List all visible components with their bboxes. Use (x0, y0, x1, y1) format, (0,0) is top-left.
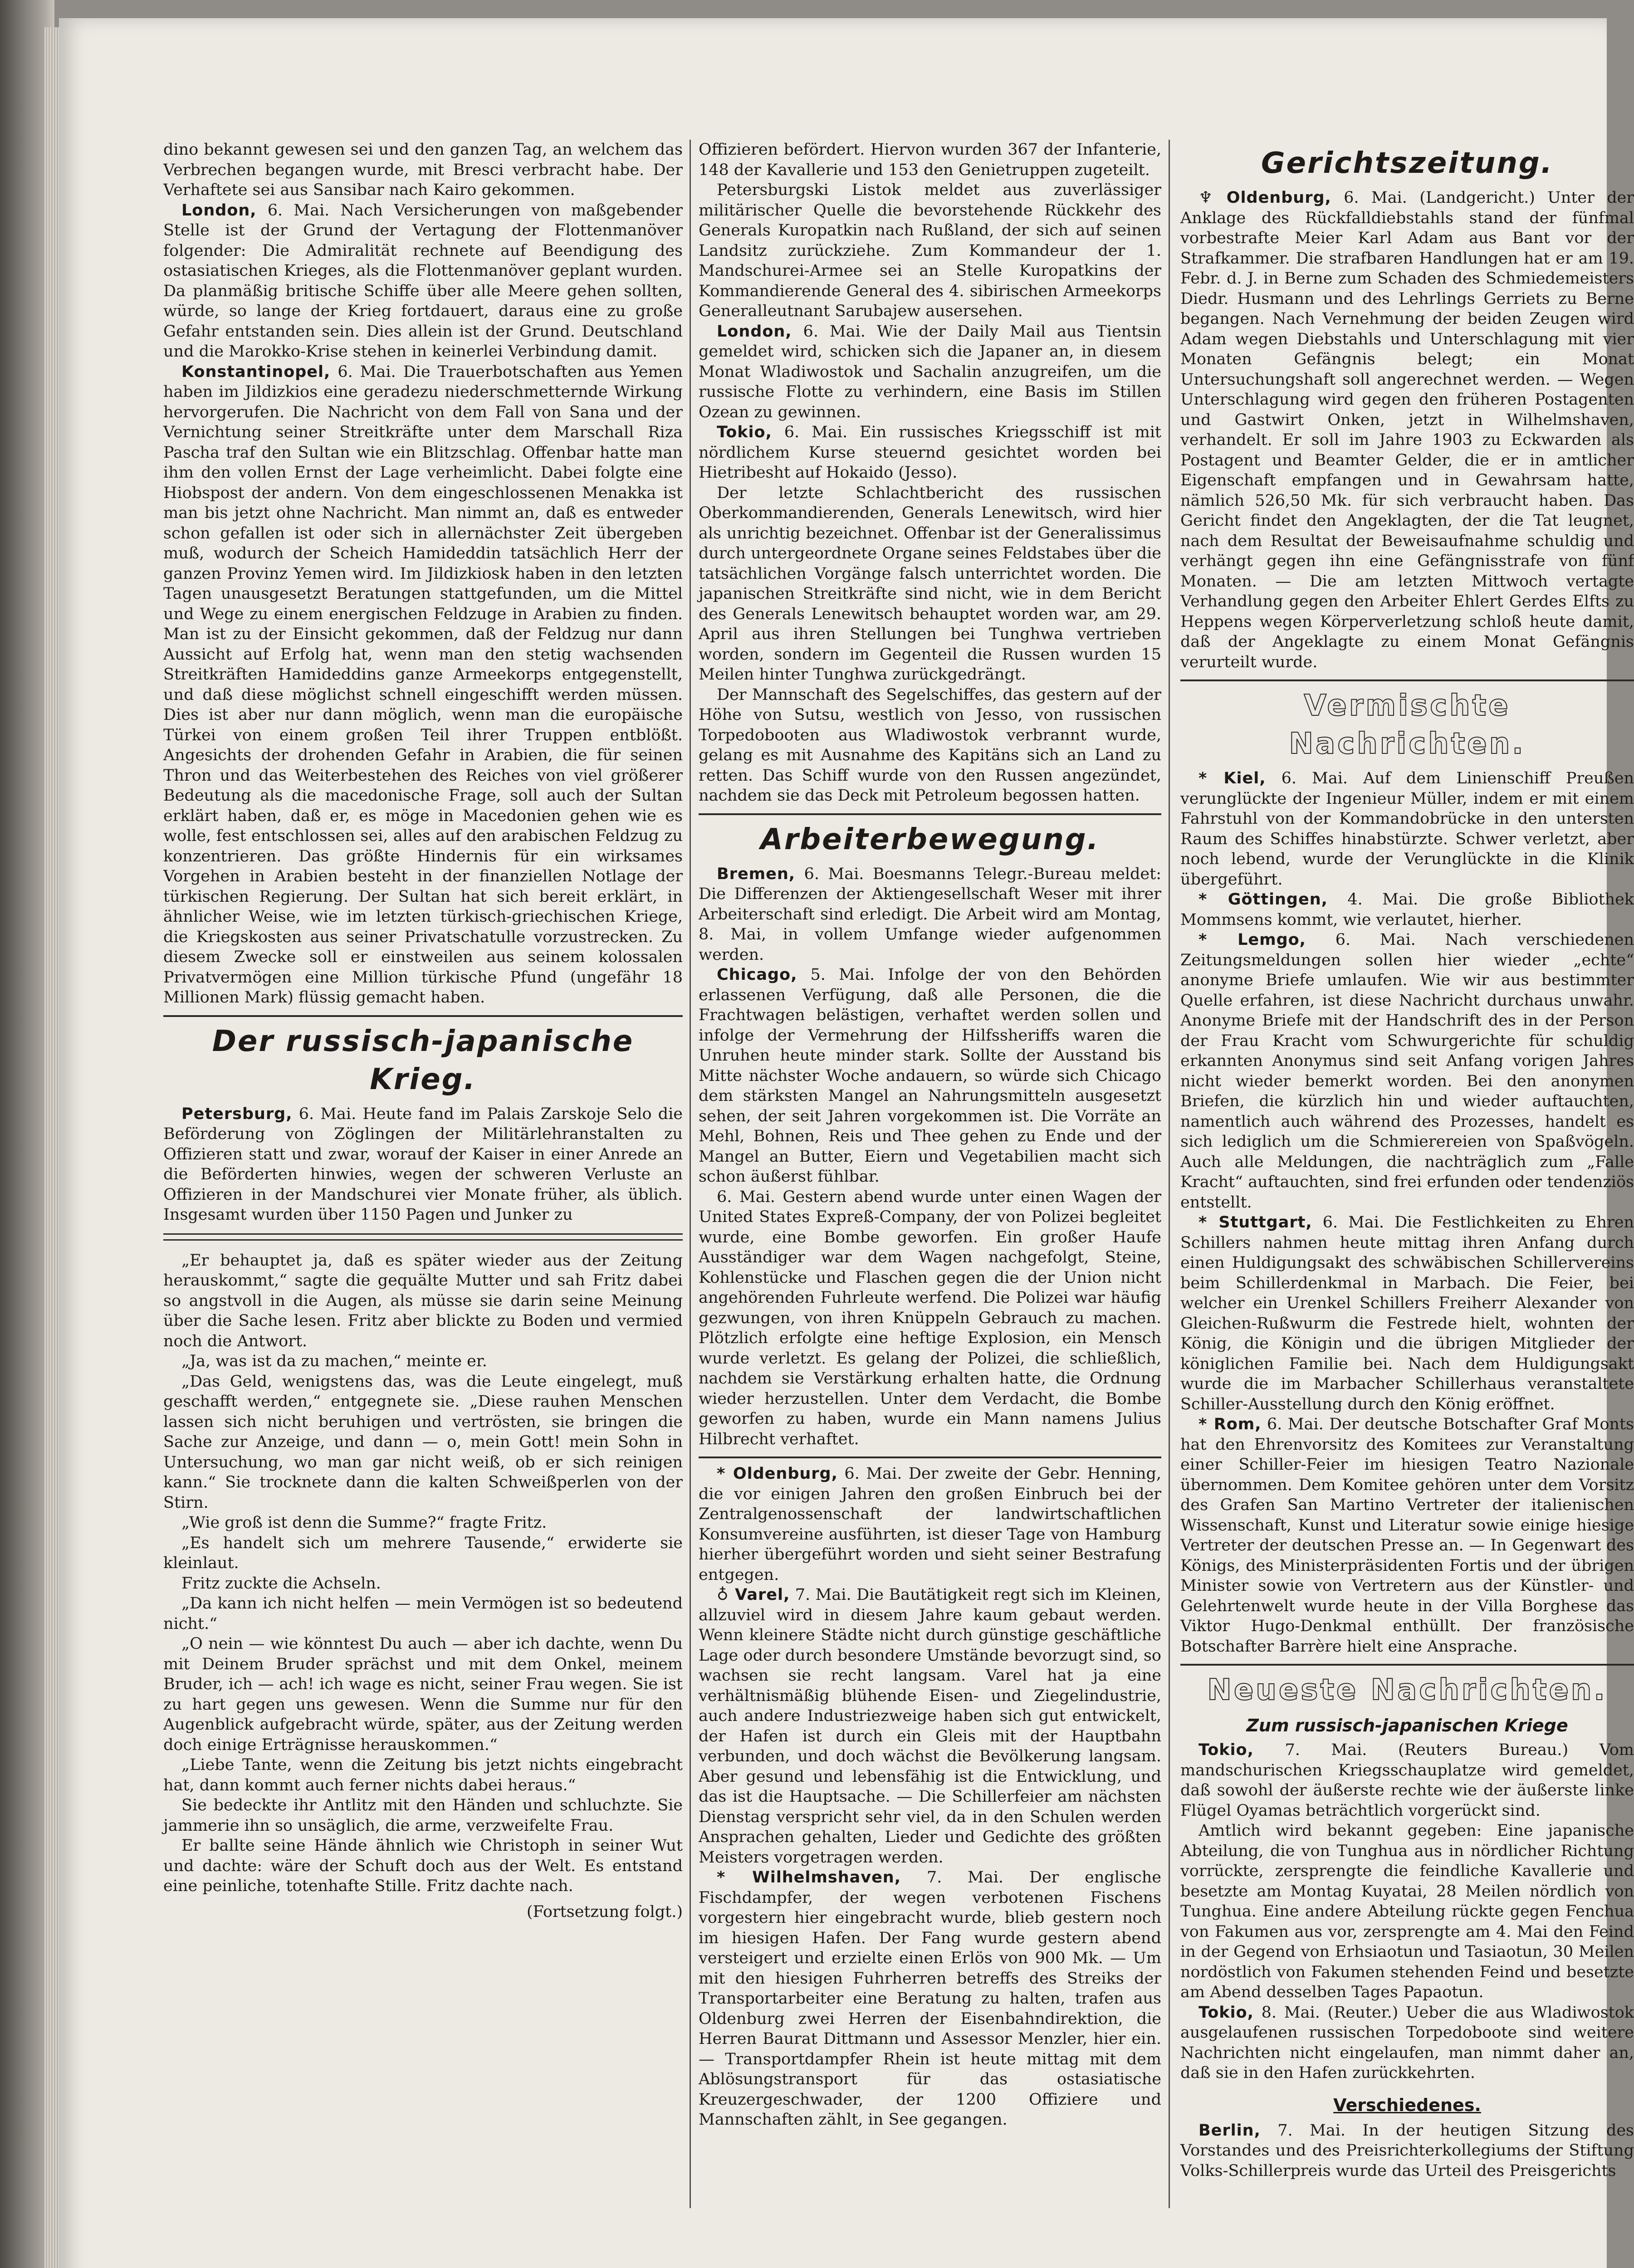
dateline-place: Tokio, (717, 423, 772, 441)
article-amtlich: Amtlich wird bekannt gegeben: Eine japanische Abteilung, die von Tunghua aus in nördlicher Richtung vorrückte, zersprengte die feindliche Kavallerie und besetzte am Montag Kuyatai, 28 Meilen nördlich von Tunghua. Eine andere Abteilung rückte gegen Fenchua von Fakumen aus vor, zersprengte am 4. Mai den Feind in der Gegend von Erhsiaotun und Tasiaotun, 30 Meilen nordöstlich von Fakumen stehenden Feind und besetzte am Abend desselben Tages Papaotun. (1180, 1822, 1634, 2001)
dateline-place: Konstantinopel, (181, 362, 331, 381)
article-chicago (699, 965, 1161, 1187)
article-body: Boesmanns Telegr.-Bureau meldet: Die Differenzen der Aktiengesellschaft Weser mit ihrer Arbeiterschaft sind erledigt. Die Arbeit wird am Montag, 8. Mai, in vollem Umfange wieder aufgenommen werden. (699, 865, 1161, 964)
article-stuttgart (1180, 1212, 1634, 1414)
novel-paragraph: Fritz zuckte die Achseln. (181, 1574, 381, 1593)
column-3 (1180, 140, 1634, 2217)
article-continuation: dino bekannt gewesen sei und den ganzen Tag, an welchem das Verbrechen begangen wurde, mit Bresci verbracht habe. Der Verhaftete sei aus Sansibar nach Kairo gekommen. (163, 141, 683, 199)
dateline-place: ♆ Oldenburg, (1199, 189, 1331, 207)
article-body: Der zweite der Gebr. Henning, die vor einigen Jahren den großen Einbruch bei der Zentralgenossenschaft der landwirtschaftlichen Konsumvereine ausführten, ist dieser Tage von Hamburg hierher übergeführt worden und sieht seiner Bestrafung entgegen. (699, 1465, 1161, 1584)
article-tokio (699, 422, 1161, 483)
section-heading: Gerichtszeitung. (1261, 147, 1554, 180)
subsection-heading: Verschiedenes. (1333, 2095, 1481, 2115)
article-london (699, 322, 1161, 423)
article-body: Heute fand im Palais Zarskoje Selo die Beförderung von Zöglingen der Militärlehranstalten zu Offizieren statt und zwar, worauf der Kaiser in einer Anrede an die Beförderten hinwies, wegen der schweren Verluste an Offizieren in der Mandschurei vier Monate früher, als üblich. Insgesamt wurden über 1150 Pagen und Junker zu (163, 1105, 683, 1224)
section-heading: Arbeiterbewegung. (760, 822, 1100, 856)
section-heading: Neueste Nachrichten. (1207, 1673, 1607, 1707)
section-rule (699, 813, 1161, 815)
dateline-date: 8. Mai. (1253, 2003, 1320, 2022)
article-body: Nach Versicherungen von maßgebender Stelle ist der Grund der Vertagung der Flottenmanöver folgender: Die Admiralität rechnete auf Beendigung des ostasiatischen Krieges, als die Flottenmanöver geplant wurden. Da planmäßig britische Schiffe über alle Meere gehen sollten, würde, so lange der Krieg fortdauert, daraus eine zu große Gefahr entstanden sein. Dies allein ist der Grund. Deutschland und die Marokko-Krise stehen in keinerlei Verbindung damit. (163, 201, 683, 361)
article-segelschiff: Der Mannschaft des Segelschiffes, das gestern auf der Höhe von Sutsu, westlich von Jesso, von russischen Torpedobooten aus Wladiwostok verbrannt wurde, gelang es mit Ausnahme des Kapitäns sich an Land zu retten. Das Schiff wurde von den Russen angezündet, nachdem sie das Deck mit Petroleum begossen hatten. (699, 685, 1161, 805)
article-body: Ein russisches Kriegsschiff ist mit nördlichem Kurse steuernd gesichtet worden bei Hietribesht auf Hokaido (Jesso). (699, 423, 1161, 482)
dateline-date: 6. Mai. (792, 322, 866, 341)
feuilleton-rule (163, 1233, 683, 1241)
column-2 (699, 140, 1161, 2217)
article-body: Die Trauerbotschaften aus Yemen haben im Jildizkios eine geradezu niederschmetternde Wirkung hervorgerufen. Die Nachricht von dem Fall von Sana und der Vernichtung seiner Streitkräfte unter dem Marschall Riza Pascha traf den Sultan wie ein Blitzschlag. Offenbar hatte man ihm den vollen Ernst der Lage verheimlicht. Dabei folgte eine Hiobspost der andern. Von dem eingeschlossenen Menakka ist man bis jetzt ohne Nachricht. Man nimmt an, daß es entweder schon gefallen ist oder sich in allernächster Zeit übergeben muß, wodurch der Scheich Hamideddin tatsächlich Herr der ganzen Provinz Yemen wird. Im Jildizkiosk haben in den letzten Tagen unausgesetzt Beratungen stattgefunden, um die Mittel und Wege zu einem energischen Feldzuge in Arabien zu finden. Man ist zu der Einsicht gekommen, daß der Feldzug nur dann Aussicht auf Erfolg hat, wenn man den stetig wachsenden Streitkräften Hamideddins ganze Armeekorps entgegenstellt, und daß diese möglichst schnell eingeschifft werden müssen. Dies ist aber nur dann möglich, wenn man die europäische Türkei von einem großen Teil ihrer Truppen entblößt. Angesichts der drohenden Gefahr in Arabien, die für seinen Thron und das Weiterbestehen des Reiches von viel größerer Bedeutung als die macedonische Frage, soll auch der Sultan erklärt haben, daß er, es möge in Macedonien gehen wie es wolle, fest entschlossen sei, alles auf den arabischen Feldzug zu konzentrieren. Das größte Hindernis für ein wirksames Vorgehen in Arabien besteht in der finanziellen Notlage der türkischen Regierung. Der Sultan hat sich bereit erklärt, in ähnlicher Weise, wie im letzten türkisch-griechischen Kriege, die Kriegskosten aus seiner Privatschatulle vorzustrecken. Zu diesem Zwecke soll er einstweilen aus seinem kolossalen Privatvermögen eine Million türkische Pfund (ungefähr 18 Millionen Mark) flüssig gemacht haben. (163, 362, 683, 1007)
article-berlin (1180, 2121, 1634, 2181)
dateline-date: 7. Mai. (1253, 1741, 1367, 1759)
article-varel (699, 1585, 1161, 1867)
dateline-place: Petersburg, (181, 1105, 293, 1123)
continuation-note: (Fortsetzung folgt.) (526, 1902, 683, 1921)
dateline-place: Berlin, (1199, 2121, 1261, 2140)
dateline-date: 5. Mai. (797, 966, 875, 984)
dateline-place: * Rom, (1199, 1415, 1262, 1433)
dateline-place: * Kiel, (1199, 769, 1266, 787)
novel-paragraph: „Da kann ich nicht helfen — mein Vermögen ist so bedeutend nicht.“ (163, 1594, 683, 1633)
novel-paragraph: „Das Geld, wenigstens das, was die Leute eingelegt, muß geschafft werden,“ entgegnete sie. „Diese rauhen Menschen lassen sich nicht beruhigen und vertrösten, sie bringen die Sache zur Anzeige, und dann — o, mein Gott! mein Sohn in Untersuchung, wo man gar nicht weiß, ob er sich reinigen kann.“ Sie trocknete dann die kalten Schweißperlen von der Stirn. (163, 1372, 683, 1512)
article-bremen (699, 864, 1161, 965)
novel-paragraph: „Er behauptet ja, daß es später wieder aus der Zeitung herauskommt,“ sagte die gequälte Mutter und sah Fritz dabei so angstvoll in die Augen, als müsse sie darin seine Meinung über die Sache lesen. Fritz aber blickte zu Boden und vermied noch die Antwort. (163, 1251, 683, 1350)
article-body: Auf dem Linienschiff Preußen verunglückte der Ingenieur Müller, indem er mit einem Fahrstuhl von der Kommandobrücke in den untersten Raum des Schiffes hinabstürzte. Schwer verletzt, aber noch lebend, wurde der Verunglückte in die Klinik übergeführt. (1180, 769, 1634, 889)
novel-paragraph: Sie bedeckte ihr Antlitz mit den Händen und schluchzte. Sie jammerie ihn so unsäglich, die arme, verzweifelte Frau. (163, 1796, 683, 1835)
article-wilhelmshaven (699, 1867, 1161, 2130)
subsection-heading: Zum russisch-japanischen Kriege (1246, 1716, 1568, 1735)
article-kiel (1180, 768, 1634, 890)
dateline-date: 7. Mai. (901, 1868, 1004, 1887)
article-body: Nach verschiedenen Zeitungsmeldungen sollen hier wieder „echte“ anonyme Briefe umlaufen. Wie wir aus bestimmter Quelle erfahren, ist diese Nachricht durchaus unwahr. Anonyme Briefe mit der Handschrift des in der Person der Frau Kracht vom Schwurgerichte für schuldig erkannten Anonymus sind seit Anfang vorigen Jahres nicht wieder bemerkt worden. Bei den anonymen Briefen, die kürzlich hin und wieder auftauchten, namentlich auch während des Prozesses, handelt es sich lediglich um die Schmierereien von Spaßvögeln. Auch alle Meldungen, die nachträglich zum „Falle Kracht“ auftauchten, sind frei erfunden oder tendenziös entstellt. (1180, 931, 1634, 1212)
dateline-date: 6. Mai. (1266, 769, 1348, 787)
article-rom (1180, 1414, 1634, 1657)
dateline-date: 4. Mai. (1327, 890, 1419, 909)
dateline-place: ♁ Varel, (717, 1586, 790, 1604)
novel-paragraph: „Es handelt sich um mehrere Tausende,“ erwiderte sie kleinlaut. (163, 1534, 683, 1572)
article-body: Wie der Daily Mail aus Tientsin gemeldet wird, schicken sich die Japaner an, in diesem Monat Wladiwostok und Sachalin anzugreifen, um die russische Flotte zu verhindern, eine Basis im Stillen Ozean zu gewinnen. (699, 322, 1161, 421)
feuilleton-novel (163, 1251, 683, 1921)
article-oldenburg (699, 1464, 1161, 1585)
dateline-date: 6. Mai. (837, 1465, 902, 1483)
dateline-date: 6. Mai. (1261, 1415, 1324, 1433)
dateline-date: 6. Mai. (292, 1105, 357, 1123)
article-body: (Reuters Bureau.) Vom mandschurischen Kriegsschauplatze wird gemeldet, daß sowohl der äußerste rechte wie der äußerste linke Flügel Oyamas beträchtlich vorgerückt sind. (1180, 1741, 1634, 1820)
dateline-place: Bremen, (717, 865, 796, 883)
dateline-place: London, (181, 201, 257, 220)
column-1 (163, 140, 683, 2217)
article-body: Die Bautätigkeit regt sich im Kleinen, allzuviel wird in diesem Jahre kaum gebaut werden. Wenn kleinere Städte nicht durch günstige geschäftliche Lage oder durch besondere Umstände bevorzugt sind, so wachsen sie recht langsam. Varel hat ja eine verhältnismäßig blühende Eisen- und Ziegelindustrie, auch andere Industriezweige haben sich gut entwickelt, der Hafen ist durch ein Gleis mit der Hauptbahn verbunden, und doch wächst die Bevölkerung langsam. Aber gesund und lebensfähig ist die Entwicklung, und das ist die Hauptsache. — Die Schillerfeier am nächsten Dienstag verspricht sehr viel, da in den Schulen werden Ansprachen gehalten, Lieder und Gedichte des größten Meisters vorgetragen werden. (699, 1586, 1162, 1867)
article-chicago-followup: 6. Mai. Gestern abend wurde unter einen Wagen der United States Expreß-Company, der von Polizei begleitet wurde, eine Bombe geworfen. Ein großer Haufe Ausständiger war dem Wagen nachgefolgt, Steine, Kohlenstücke und Flaschen gegen die der Union nicht angehörenden Fuhrleute werfend. Die Polizei war häufig gezwungen, von ihren Knüppeln Gebrauch zu machen. Plötzlich erfolgte eine heftige Explosion, ein Mensch wurde verletzt. Es gelang der Polizei, die schließlich, nachdem sie Verstärkung erhalten hatte, die Ordnung wieder herzustellen. Unter dem Verdacht, die Bombe geworfen zu haben, wurde ein Mann namens Julius Hilbrecht verhaftet. (699, 1188, 1161, 1448)
dateline-date: 6. Mai. (Landgericht.) (1331, 189, 1535, 207)
article-schlachtbericht: Der letzte Schlachtbericht des russischen Oberkommandierenden, Generals Lenewitsch, wird hier als unrichtig bezeichnet. Offenbar ist der Generalissimus durch untergeordnete Organe seines Feldstabes über die tatsächlichen Vorgänge falsch unterrichtet worden. Die japanischen Streitkräfte sind nicht, wie in dem Bericht des Generals Lenewitsch behauptet worden war, am 29. April aus ihren Stellungen bei Tunghwa vertrieben worden, sondern im Gegenteil die Russen wurden 15 Meilen hinter Tunghwa zurückgedrängt. (699, 484, 1161, 684)
dateline-date: 7. Mai. (1260, 2121, 1346, 2140)
article-body: Die Festlichkeiten zu Ehren Schillers nahmen heute mittag ihren Anfang durch einen Huldigungsakt des schwäbischen Schillervereins beim Schillerdenkmal in Marbach. Die Feier, bei welcher ein Urenkel Schillers Freiherr Alexander von Gleichen-Rußwurm die Festrede hielt, wohnten der König, die Königin und die übrigen Mitglieder der königlichen Familie bei. Nach dem Huldigungsakt wurde die im Marbacher Schillerhaus veranstaltete Schiller-Ausstellung durch den König eröffnet. (1180, 1213, 1634, 1413)
article-body: Unter der Anklage des Rückfalldiebstahls stand der fünfmal vorbestrafte Meier Karl Adam aus Bant vor der Strafkammer. Die strafbaren Handlungen hat er am 19. Febr. d. J. in Berne zum Schaden des Schmiedemeisters Diedr. Husmann und des Lehrlings Gerriets zu Berne begangen. Nach Vernehmung der beiden Zeugen wird Adam wegen Diebstahls und Unterschlagung mit vier Monaten Gefängnis belegt; ein Monat Untersuchungshaft soll angerechnet werden. — Wegen Unterschlagung wird gegen den früheren Postagenten und Gastwirt Onken, jetzt in Wilhelmshaven, verhandelt. Er soll im Jahre 1903 zu Eckwarden als Postagent und Beamter Gelder, die er in amtlicher Eigenschaft empfangen und in Gewahrsam hatte, nämlich 526,50 Mk. für sich verbraucht haben. Das Gericht findet den Angeklagten, der die Tat leugnet, nach dem Resultat der Beweisaufnahme schuldig und verhängt gegen ihn eine Gefängnisstrafe von fünf Monaten. — Die am letzten Mittwoch vertagte Verhandlung gegen den Arbeiter Ehlert Gerdes Elfts zu Heppens wegen Körperverletzung schloß heute damit, daß der Angeklagte zu einem Monat Gefängnis verurteilt wurde. (1180, 189, 1634, 671)
article-tokio (1180, 1740, 1634, 1821)
article-body: Der deutsche Botschafter Graf Monts hat den Ehrenvorsitz des Komitees zur Veranstaltung einer Schiller-Feier im hiesigen Teatro Nazionale übernommen. Dem Komitee gehören unter dem Vorsitz des Grafen San Martino Vertreter der italienischen Wissenschaft, Kunst und Literatur sowie einige hiesige Vertreter der deutschen Presse an. — In Gegenwart des Königs, des Ministerpräsidenten Fortis und der übrigen Minister sowie von Vertretern aus der Künstler- und Gelehrtenwelt wurde heute in der Villa Borghese das Viktor Hugo-Denkmal enthüllt. Der französische Botschafter Barrère hielt eine Ansprache. (1180, 1415, 1634, 1656)
article-body: (Reuter.) Ueber die aus Wladiwostok ausgelaufenen russischen Torpedoboote sind weitere Nachrichten nicht eingelaufen, man nimmt daher an, daß sie in den Hafen zurückkehrten. (1180, 2003, 1634, 2082)
section-rule (163, 1015, 683, 1017)
article-listok: Petersburgski Listok meldet aus zuverlässiger militärischer Quelle die bevorstehende Rückkehr des Generals Kuropatkin nach Rußland, der sich auf seinen Landsitz zurückziehe. Zum Kommandeur der 1. Mandschurei-Armee sei an Stelle Kuropatkins der Kommandierende General des 4. sibirischen Armeekorps Generalleutnant Sarubajew ausersehen. (699, 181, 1161, 320)
dateline-date: 6. Mai. (330, 362, 396, 381)
dateline-place: * Lemgo, (1199, 931, 1306, 949)
novel-paragraph: „Wie groß ist denn die Summe?“ fragte Fritz. (181, 1514, 547, 1532)
dateline-date: 6. Mai. (1306, 931, 1416, 949)
section-rule (699, 1457, 1161, 1458)
dateline-place: London, (717, 322, 792, 341)
article-body: In der heutigen Sitzung des Vorstandes und des Preisrichterkollegiums der Stiftung Volks-Schillerpreis wurde das Urteil des Preisgerichts (1180, 2121, 1634, 2180)
article-continuation: Offizieren befördert. Hiervon wurden 367 der Infanterie, 148 der Kavallerie und 153 den Genietruppen zugeteilt. (699, 141, 1161, 179)
article-tokio (1180, 2003, 1634, 2083)
dateline-date: 6. Mai. (256, 201, 330, 220)
section-heading: Der russisch-japanische Krieg. (212, 1024, 634, 1096)
section-heading: Vermischte Nachrichten. (1289, 689, 1526, 761)
newspaper-page (59, 18, 1634, 2268)
novel-paragraph: Er ballte seine Hände ähnlich wie Christoph in seiner Wut und dachte: wäre der Schuft doch aus der Welt. Es entstand eine peinliche, totenhafte Stille. Fritz dachte nach. (163, 1837, 683, 1895)
article-goettingen (1180, 890, 1634, 930)
article-body: Infolge der von den Behörden erlassenen Verfügung, daß alle Personen, die die Frachtwagen belästigen, verhaftet werden sollen und infolge der Vermehrung der Hilfssheriffs waren die Unruhen heute minder stark. Sollte der Ausstand bis Mitte nächster Woche andauern, so würde sich Chicago dem stärksten Mangel an Nahrungsmitteln ausgesetzt sehen, der seit Jahren vorgekommen ist. Die Vorräte an Mehl, Bohnen, Reis und Thee gehen zu Ende und der Mangel an Butter, Eiern und Vegetabilien macht sich schon äußerst fühlbar. (699, 966, 1161, 1186)
dateline-place: Tokio, (1199, 1741, 1254, 1759)
dateline-place: * Stuttgart, (1199, 1213, 1312, 1232)
column-rule (690, 140, 691, 2208)
article-body: Der englische Fischdampfer, der wegen verbotenen Fischens vorgestern hier eingebracht wurde, blieb gestern noch im hiesigen Hafen. Der Fang wurde gestern abend versteigert und erzielte einen Erlös von 900 Mk. — Um mit den hiesigen Fuhrherren betreffs des Streiks der Transportarbeiter eine Beratung zu halten, trafen aus Oldenburg zwei Herren der Eisenbahndirektion, die Herren Baurat Dittmann und Assessor Menzler, hier ein. — Transportdampfer Rhein ist heute mittag mit dem Ablösungstransport für das ostasiatische Kreuzergeschwader, der 1200 Offiziere und Mannschaften zählt, in See gegangen. (699, 1868, 1161, 2129)
novel-paragraph: „Liebe Tante, wenn die Zeitung bis jetzt nichts eingebracht hat, dann kommt auch ferner nichts dabei heraus.“ (163, 1756, 683, 1794)
novel-paragraph: „O nein — wie könntest Du auch — aber ich dachte, wenn Du mit Deinem Bruder sprächst und mit dem Onkel, meinem Bruder, ich — ach! ich wage es nicht, seiner Frau wegen. Sie ist zu hart gegen uns gewesen. Wenn die Summe nur für den Augenblick aufgebracht würde, später, aus der Zeitung werden doch einige Erträgnisse herauskommen.“ (163, 1635, 683, 1754)
novel-paragraph: „Ja, was ist da zu machen,“ meinte er. (181, 1352, 487, 1370)
dateline-place: Tokio, (1199, 2003, 1254, 2022)
article-body: Die große Bibliothek Mommsens kommt, wie verlautet, hierher. (1180, 890, 1634, 929)
article-gericht-oldenburg (1180, 188, 1634, 672)
dateline-place: * Oldenburg, (717, 1465, 838, 1483)
article-konstantinopel (163, 362, 683, 1008)
dateline-place: Chicago, (717, 966, 797, 984)
dateline-date: 6. Mai. (772, 423, 848, 441)
section-rule (1180, 1664, 1634, 1666)
article-london (163, 200, 683, 362)
article-lemgo (1180, 930, 1634, 1212)
article-petersburg (163, 1104, 683, 1225)
column-rule (1169, 140, 1170, 2208)
dateline-place: * Göttingen, (1199, 890, 1328, 909)
dateline-date: 7. Mai. (790, 1586, 851, 1604)
dateline-date: 6. Mai. (1312, 1213, 1384, 1232)
section-rule (1180, 679, 1634, 681)
dateline-place: * Wilhelmshaven, (717, 1868, 901, 1887)
dateline-date: 6. Mai. (795, 865, 864, 883)
